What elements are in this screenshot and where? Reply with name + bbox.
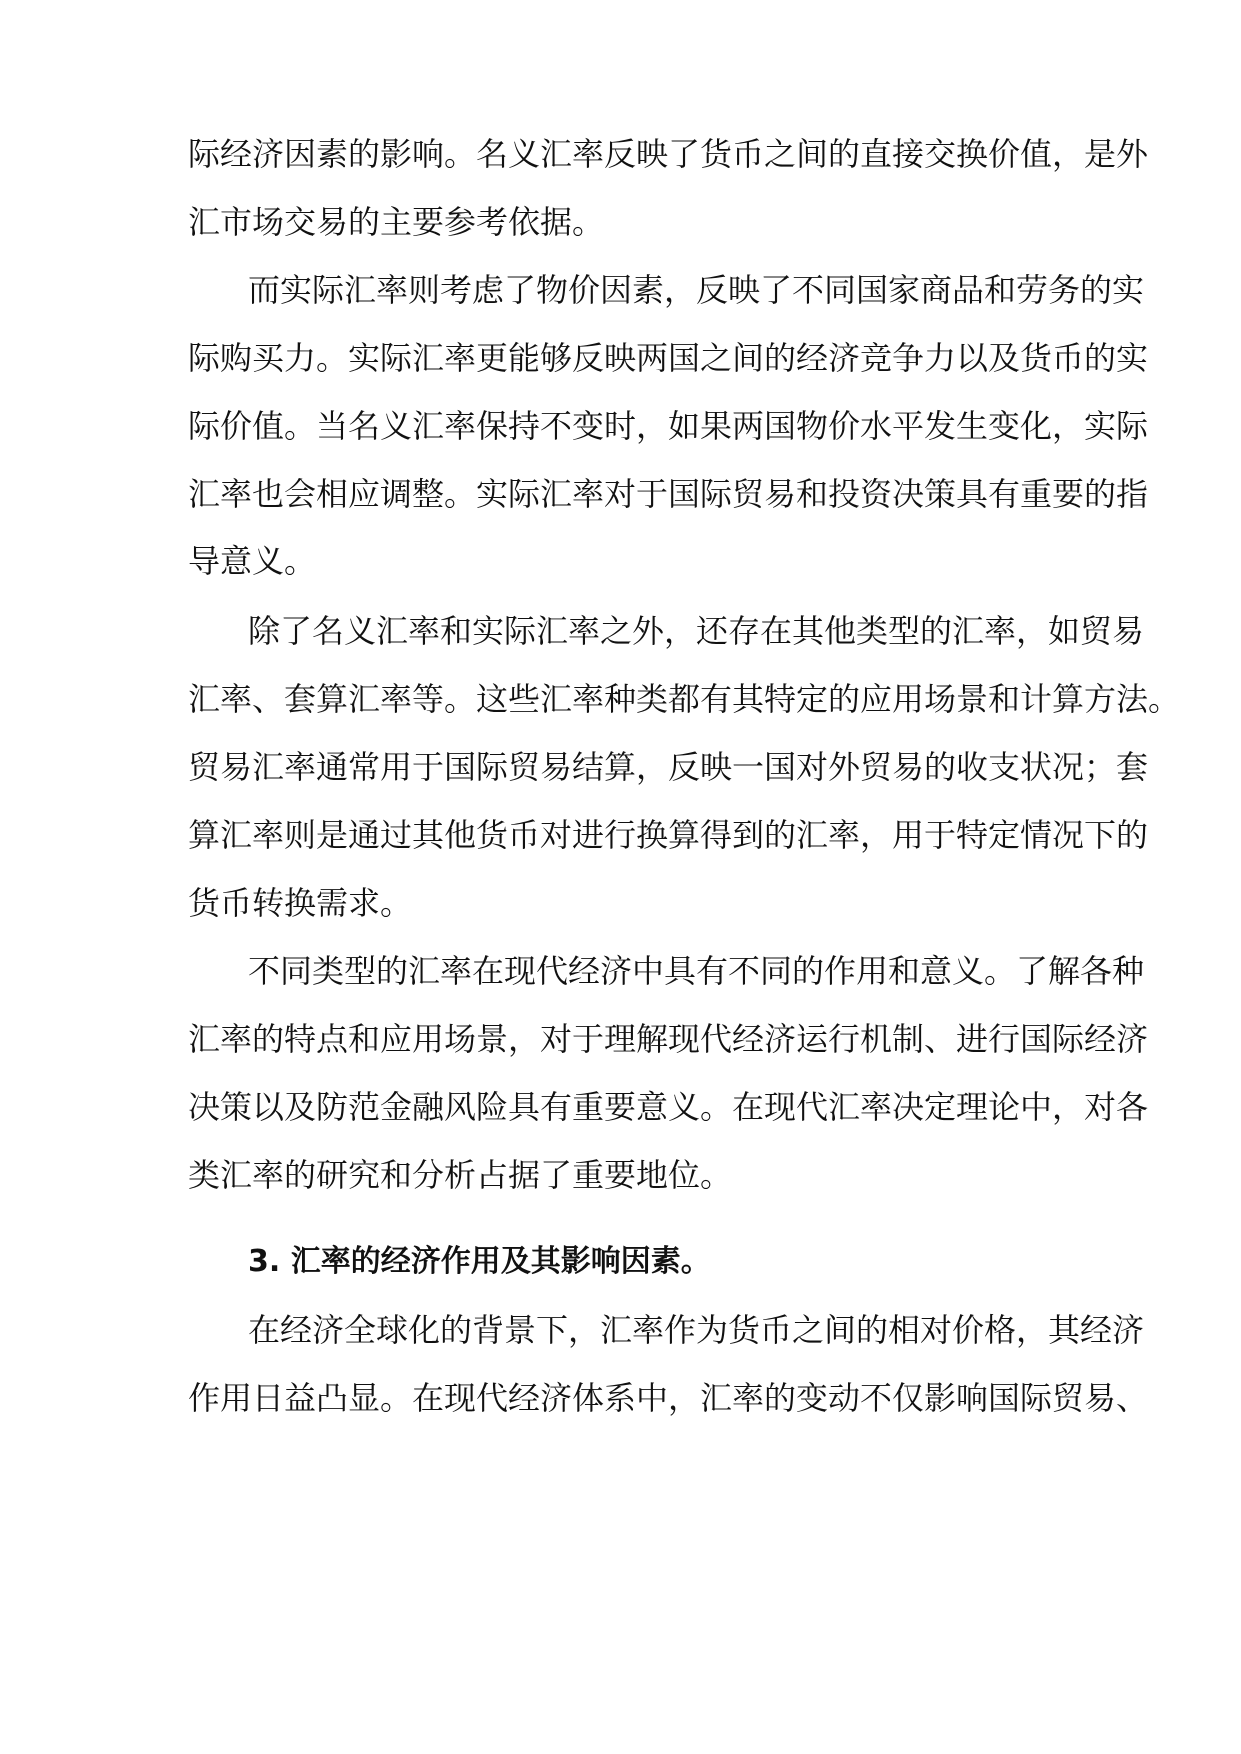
- paragraph-first-line: 不同类型的汇率在现代经济中具有不同的作用和意义。了解各种: [248, 952, 1145, 990]
- paragraph-first-line: 而实际汇率则考虑了物价因素，反映了不同国家商品和劳务的实: [248, 271, 1145, 309]
- paragraph-line: 类汇率的研究和分析占据了重要地位。: [188, 1156, 733, 1194]
- paragraph-line: 际价值。当名义汇率保持不变时，如果两国物价水平发生变化，实际: [188, 407, 1149, 445]
- paragraph-first-line: 在经济全球化的背景下，汇率作为货币之间的相对价格，其经济: [248, 1311, 1145, 1349]
- paragraph-line: 汇率的特点和应用场景，对于理解现代经济运行机制、进行国际经济: [188, 1020, 1149, 1058]
- paragraph-line: 际经济因素的影响。名义汇率反映了货币之间的直接交换价值，是外: [188, 135, 1149, 173]
- paragraph-line: 作用日益凸显。在现代经济体系中，汇率的变动不仅影响国际贸易、: [188, 1379, 1149, 1417]
- paragraph-line: 贸易汇率通常用于国际贸易结算，反映一国对外贸易的收支状况；套: [188, 748, 1149, 786]
- paragraph-line: 汇率、套算汇率等。这些汇率种类都有其特定的应用场景和计算方法。: [188, 680, 1181, 718]
- paragraph-line: 导意义。: [188, 542, 317, 580]
- paragraph-line: 货币转换需求。: [188, 884, 413, 922]
- paragraph-line: 汇率也会相应调整。实际汇率对于国际贸易和投资决策具有重要的指: [188, 475, 1149, 513]
- paragraph-line: 际购买力。实际汇率更能够反映两国之间的经济竞争力以及货币的实: [188, 339, 1149, 377]
- paragraph-line: 算汇率则是通过其他货币对进行换算得到的汇率，用于特定情况下的: [188, 816, 1149, 854]
- paragraph-first-line: 除了名义汇率和实际汇率之外，还存在其他类型的汇率，如贸易: [248, 612, 1145, 650]
- section-heading: 3. 汇率的经济作用及其影响因素。: [248, 1244, 711, 1279]
- paragraph-line: 汇市场交易的主要参考依据。: [188, 203, 605, 241]
- paragraph-line: 决策以及防范金融风险具有重要意义。在现代汇率决定理论中，对各: [188, 1088, 1149, 1126]
